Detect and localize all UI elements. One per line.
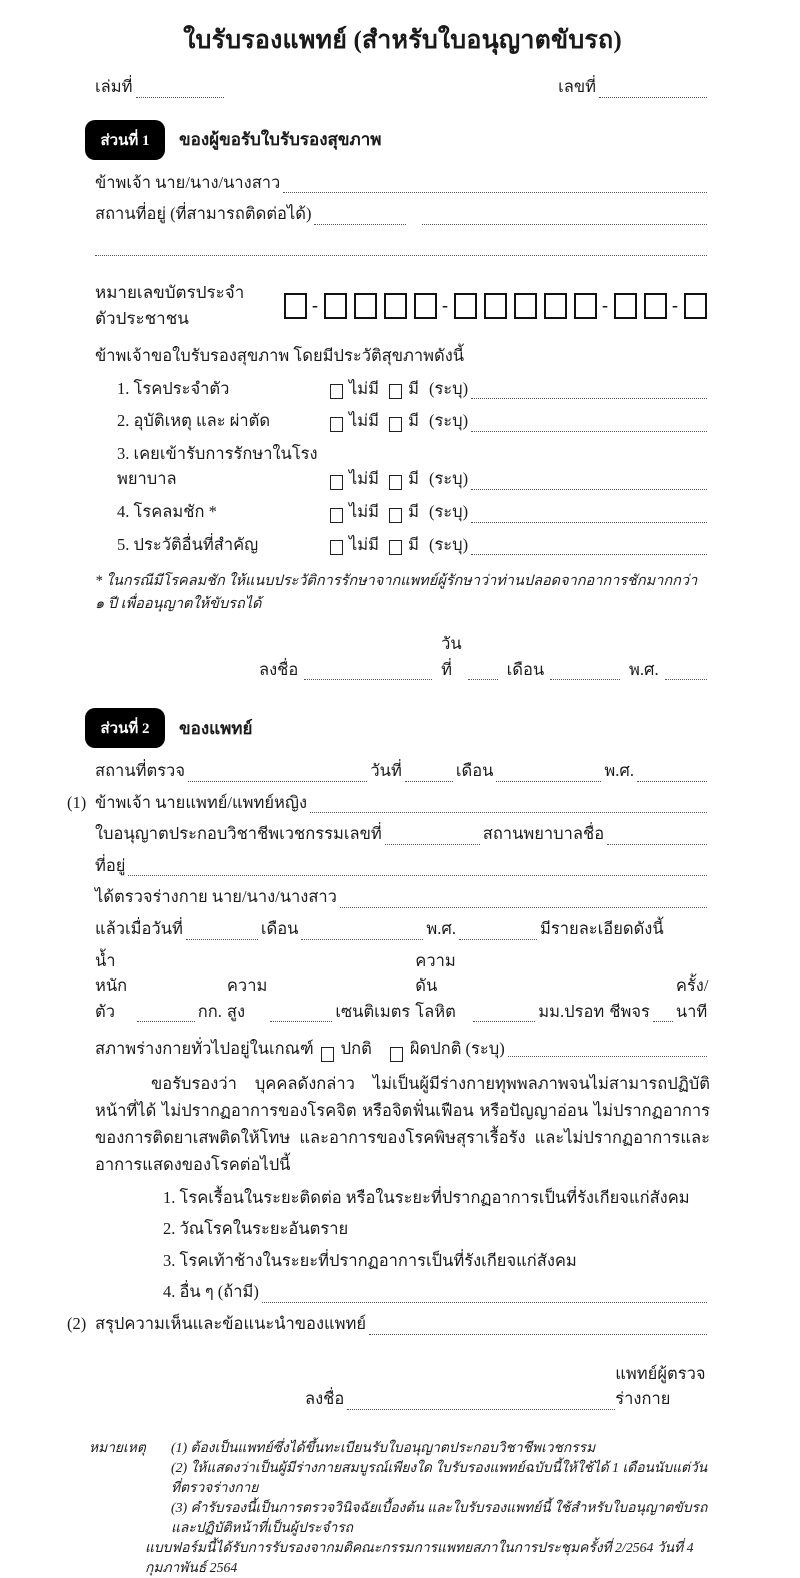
applicant-address-row-2 <box>95 239 710 258</box>
section2-header <box>85 708 710 748</box>
id-digit-box[interactable] <box>384 293 407 319</box>
item-label: อุบัติเหตุ และ ผ่าตัด <box>133 411 271 431</box>
certification-paragraph: ขอรับรองว่า บุคคลดังกล่าว ไม่เป็นผู้มีร่างกายทุพพลภาพจนไม่สามารถปฏิบัติหน้าที่ได้ ไม่ปรากฏอาการของโรคจิต หรือจิตฟั่นเฟือน หรือปัญญาอ่อน ไม่ปรากฏอาการของการติดยาเสพติดให้โทษ และอาการของโรคพิษสุราเรื้อรัง และไม่ปรากฏอาการและอาการแสดงของโรคต่อไปนี้ <box>95 1073 710 1175</box>
disease-item-row <box>163 1216 710 1242</box>
yes-option-label: มี <box>408 501 419 521</box>
specify-label: (ระบุ) <box>428 469 469 489</box>
applicant-address-field[interactable] <box>314 207 406 224</box>
sign-month-field[interactable] <box>550 663 620 680</box>
history-item-row <box>95 441 710 492</box>
exam-month-field[interactable] <box>496 764 601 781</box>
details-label: มีรายละเอียดดังนี้ <box>540 919 664 938</box>
doc-no-field[interactable] <box>599 80 707 97</box>
id-group-dash: - <box>672 295 678 316</box>
height-label: ความสูง <box>226 976 268 1021</box>
id-digit-box[interactable] <box>514 293 537 319</box>
summary-row <box>67 1311 710 1337</box>
year-label: พ.ศ. <box>426 919 457 938</box>
hospital-address-row <box>95 853 710 879</box>
id-digit-box[interactable] <box>644 293 667 319</box>
item-label: โรคประจำตัว <box>133 378 230 398</box>
applicant-name-row <box>95 170 710 196</box>
id-digit-box[interactable] <box>324 293 347 319</box>
bp-field[interactable] <box>473 1005 535 1022</box>
no-option-label: ไม่มี <box>349 469 380 489</box>
sign-label: ลงชื่อ <box>259 659 299 679</box>
checkbox-yes[interactable] <box>389 540 402 555</box>
header-number-row <box>95 74 710 100</box>
sign-year-field[interactable] <box>665 663 707 680</box>
no-option-label: ไม่มี <box>349 534 380 554</box>
height-field[interactable] <box>270 1005 332 1022</box>
exam-day-field[interactable] <box>405 764 453 781</box>
note-line-4: แบบฟอร์มนี้ได้รับการรับรองจากมติคณะกรรมการแพทยสภาในการประชุมครั้งที่ 2/2564 วันที่ 4 กุมภาพันธ์ 2564 <box>145 1539 694 1575</box>
item-label: ประวัติอื่นที่สำคัญ <box>133 534 259 554</box>
applicant-address-row <box>95 201 710 227</box>
condition-label: สภาพร่างกายทั่วไปอยู่ในเกณฑ์ <box>95 1039 314 1059</box>
item-number: 2. <box>117 411 130 431</box>
yes-option-label: มี <box>408 378 419 398</box>
section1-heading: ของผู้ขอรับใบรับรองสุขภาพ <box>179 130 382 150</box>
weight-unit: กก. <box>197 1001 222 1021</box>
day-label: วันที่ <box>441 634 462 679</box>
applicant-name-field[interactable] <box>283 176 707 193</box>
disease-label: วัณโรคในระยะอันตราย <box>179 1219 349 1239</box>
month-label: เดือน <box>455 761 494 781</box>
disease-label: โรคเรื้อนในระยะติดต่อ หรือในระยะที่ปรากฏอาการเป็นที่รังเกียจแก่สังคม <box>179 1187 690 1207</box>
pulse-unit: ครั้ง/นาที <box>675 976 709 1021</box>
checkbox-no[interactable] <box>330 508 343 523</box>
exam-date-month-field[interactable] <box>301 922 423 939</box>
doctor-signature-field[interactable] <box>347 1392 615 1409</box>
examined-person-row <box>95 884 710 910</box>
abnormal-specify-field[interactable] <box>508 1039 707 1056</box>
id-group-dash: - <box>312 295 318 316</box>
checkbox-no[interactable] <box>330 540 343 555</box>
book-no-label: เล่มที่ <box>95 77 133 96</box>
specify-label: (ระบุ) <box>428 501 469 521</box>
doctor-signature-row <box>305 1361 710 1412</box>
exam-date-day-field[interactable] <box>186 922 258 939</box>
checkbox-no[interactable] <box>330 475 343 490</box>
id-digit-box[interactable] <box>354 293 377 319</box>
disease-item-row <box>163 1279 710 1305</box>
year-label: พ.ศ. <box>604 761 634 781</box>
height-unit: เซนติเมตร <box>335 1001 411 1021</box>
applicant-signature-row <box>253 631 710 682</box>
abnormal-option-label: ผิดปกติ (ระบุ) <box>409 1039 505 1059</box>
no-option-label: ไม่มี <box>349 411 380 431</box>
sign-label: ลงชื่อ <box>305 1389 345 1409</box>
exam-place-field[interactable] <box>188 764 367 781</box>
doctor-sign-suffix: แพทย์ผู้ตรวจร่างกาย <box>615 1363 706 1409</box>
hospital-name-field[interactable] <box>607 828 707 845</box>
item-label: เคยเข้ารับการรักษาในโรงพยาบาล <box>117 443 318 489</box>
disease-number: 4. <box>163 1282 176 1302</box>
section1-header <box>85 120 710 160</box>
yes-option-label: มี <box>408 534 419 554</box>
other-disease-field[interactable] <box>262 1286 707 1303</box>
checkbox-yes[interactable] <box>389 475 402 490</box>
exam-year-field[interactable] <box>637 764 707 781</box>
id-digit-box[interactable] <box>614 293 637 319</box>
note-line-1: (1) ต้องเป็นแพทย์ซึ่งได้ขึ้นทะเบียนรับใบอนุญาตประกอบวิชาชีพเวชกรรม <box>171 1439 596 1455</box>
note-line-3: (3) คำรับรองนี้เป็นการตรวจวินิจฉัยเบื้องต้น และใบรับรองแพทย์นี้ ใช้สำหรับใบอนุญาตขับรถและปฏิบัติหน้าที่เป็นผู้ประจำรถ <box>171 1499 708 1535</box>
weight-label: น้ำหนักตัว <box>95 950 128 1021</box>
checkbox-abnormal[interactable] <box>390 1047 403 1062</box>
id-number-boxes <box>280 292 710 320</box>
summary-label: สรุปความเห็นและข้อแนะนำของแพทย์ <box>95 1313 367 1333</box>
history-item-row <box>95 408 710 434</box>
item-number: 1. <box>117 378 130 398</box>
normal-option-label: ปกติ <box>340 1039 372 1059</box>
doctor-name-label: ข้าพเจ้า นายแพทย์/แพทย์หญิง <box>95 792 308 812</box>
checkbox-no[interactable] <box>330 384 343 399</box>
exam-date-row <box>95 916 710 942</box>
checkbox-yes[interactable] <box>389 508 402 523</box>
bp-unit: มม.ปรอท <box>538 1001 605 1021</box>
month-label: เดือน <box>506 659 545 679</box>
id-digit-box[interactable] <box>284 293 307 319</box>
no-option-label: ไม่มี <box>349 378 380 398</box>
month-label: เดือน <box>260 919 299 938</box>
section2-heading: ของแพทย์ <box>179 718 253 738</box>
disease-number: 3. <box>163 1250 176 1270</box>
hospital-address-field[interactable] <box>128 859 707 876</box>
item-number: 4. <box>117 501 130 521</box>
disease-number: 2. <box>163 1219 176 1239</box>
checkbox-yes[interactable] <box>389 384 402 399</box>
bp-label: ความดันโลหิต <box>415 950 456 1021</box>
summary-field[interactable] <box>369 1317 707 1334</box>
notes-heading: หมายเหตุ <box>89 1439 146 1455</box>
id-digit-box[interactable] <box>414 293 437 319</box>
page-title: ใบรับรองแพทย์ (สำหรับใบอนุญาตขับรถ) <box>183 27 622 54</box>
id-digit-box[interactable] <box>544 293 567 319</box>
id-group-dash: - <box>442 295 448 316</box>
sign-day-field[interactable] <box>468 663 498 680</box>
general-condition-row <box>95 1036 710 1062</box>
exam-place-label: สถานที่ตรวจ <box>95 761 185 781</box>
applicant-address-label: สถานที่อยู่ (ที่สามารถติดต่อได้) <box>95 204 312 224</box>
doctor-name-row <box>67 790 710 816</box>
year-label: พ.ศ. <box>629 659 659 679</box>
day-label: วันที่ <box>370 761 402 781</box>
history-item-row <box>95 376 710 402</box>
applicant-signature-field[interactable] <box>304 663 432 680</box>
history-intro: ข้าพเจ้าขอใบรับรองสุขภาพ โดยมีประวัติสุขภาพดังนี้ <box>95 345 465 365</box>
doc-no-label: เลขที่ <box>558 77 596 96</box>
national-id-label: หมายเลขบัตรประจำตัวประชาชน <box>95 283 245 329</box>
specify-label: (ระบุ) <box>428 411 469 431</box>
applicant-address-field-2[interactable] <box>422 207 707 224</box>
section1-badge: ส่วนที่ 1 <box>85 120 165 160</box>
note-line-2: (2) ให้แสดงว่าเป็นผู้มีร่างกายสมบูรณ์เพียงใด ใบรับรองแพทย์ฉบับนี้ให้ใช้ได้ 1 เดือนนับแต่วันที่ตรวจร่างกาย <box>171 1459 708 1495</box>
yes-option-label: มี <box>408 411 419 431</box>
summary-marker: (2) <box>67 1313 87 1333</box>
examined-person-field[interactable] <box>340 891 707 908</box>
examined-person-label: ได้ตรวจร่างกาย นาย/นาง/นางสาว <box>95 887 337 907</box>
applicant-address-field-3[interactable] <box>95 239 707 256</box>
notes-block <box>89 1438 710 1578</box>
no-option-label: ไม่มี <box>349 501 380 521</box>
id-digit-box[interactable] <box>574 293 597 319</box>
doctor-name-field[interactable] <box>310 796 707 813</box>
specify-field[interactable] <box>471 538 707 555</box>
checkbox-yes[interactable] <box>389 417 402 432</box>
exam-date-label: แล้วเมื่อวันที่ <box>95 919 183 938</box>
disease-item-row <box>163 1185 710 1211</box>
disease-label: อื่น ๆ (ถ้ามี) <box>179 1282 259 1302</box>
license-no-field[interactable] <box>385 828 480 845</box>
pulse-label: ชีพจร <box>609 1001 650 1021</box>
disease-item-row <box>163 1248 710 1274</box>
item-label: โรคลมชัก * <box>133 501 217 521</box>
weight-field[interactable] <box>137 1005 195 1022</box>
history-item-row <box>95 499 710 525</box>
id-digit-box[interactable] <box>454 293 477 319</box>
section2-badge: ส่วนที่ 2 <box>85 708 165 748</box>
id-group-dash: - <box>602 295 608 316</box>
history-item-row <box>95 532 710 558</box>
item-number: 3. <box>117 443 130 463</box>
checkbox-normal[interactable] <box>321 1047 334 1062</box>
doctor-row-marker: (1) <box>67 792 87 812</box>
disease-number: 1. <box>163 1187 176 1207</box>
national-id-row <box>95 280 710 333</box>
applicant-name-label: ข้าพเจ้า นาย/นาง/นางสาว <box>95 172 281 192</box>
specify-field[interactable] <box>471 473 707 490</box>
pulse-field[interactable] <box>653 1005 673 1022</box>
hospital-address-label: ที่อยู่ <box>95 855 126 875</box>
specify-label: (ระบุ) <box>428 534 469 554</box>
yes-option-label: มี <box>408 469 419 489</box>
id-digit-box[interactable] <box>684 293 707 319</box>
specify-label: (ระบุ) <box>428 378 469 398</box>
disease-label: โรคเท้าช้างในระยะที่ปรากฏอาการเป็นที่รังเกียจแก่สังคม <box>179 1250 577 1270</box>
epilepsy-footnote: * ในกรณีมีโรคลมชัก ให้แนบประวัติการรักษาจากแพทย์ผู้รักษาว่าท่านปลอดจากอาการชักมากกว่า ๑ ปี เพื่ออนุญาตให้ขับรถได้ <box>95 573 698 613</box>
checkbox-no[interactable] <box>330 417 343 432</box>
hospital-label: สถานพยาบาลชื่อ <box>482 824 605 844</box>
book-no-field[interactable] <box>136 80 224 97</box>
specify-field[interactable] <box>471 415 707 432</box>
specify-field[interactable] <box>471 382 707 399</box>
exam-date-year-field[interactable] <box>459 922 537 939</box>
vitals-row <box>95 948 710 1025</box>
item-number: 5. <box>117 534 130 554</box>
license-row <box>95 821 710 847</box>
exam-place-row <box>95 758 710 784</box>
id-digit-box[interactable] <box>484 293 507 319</box>
specify-field[interactable] <box>471 505 707 522</box>
license-label: ใบอนุญาตประกอบวิชาชีพเวชกรรมเลขที่ <box>95 824 382 844</box>
